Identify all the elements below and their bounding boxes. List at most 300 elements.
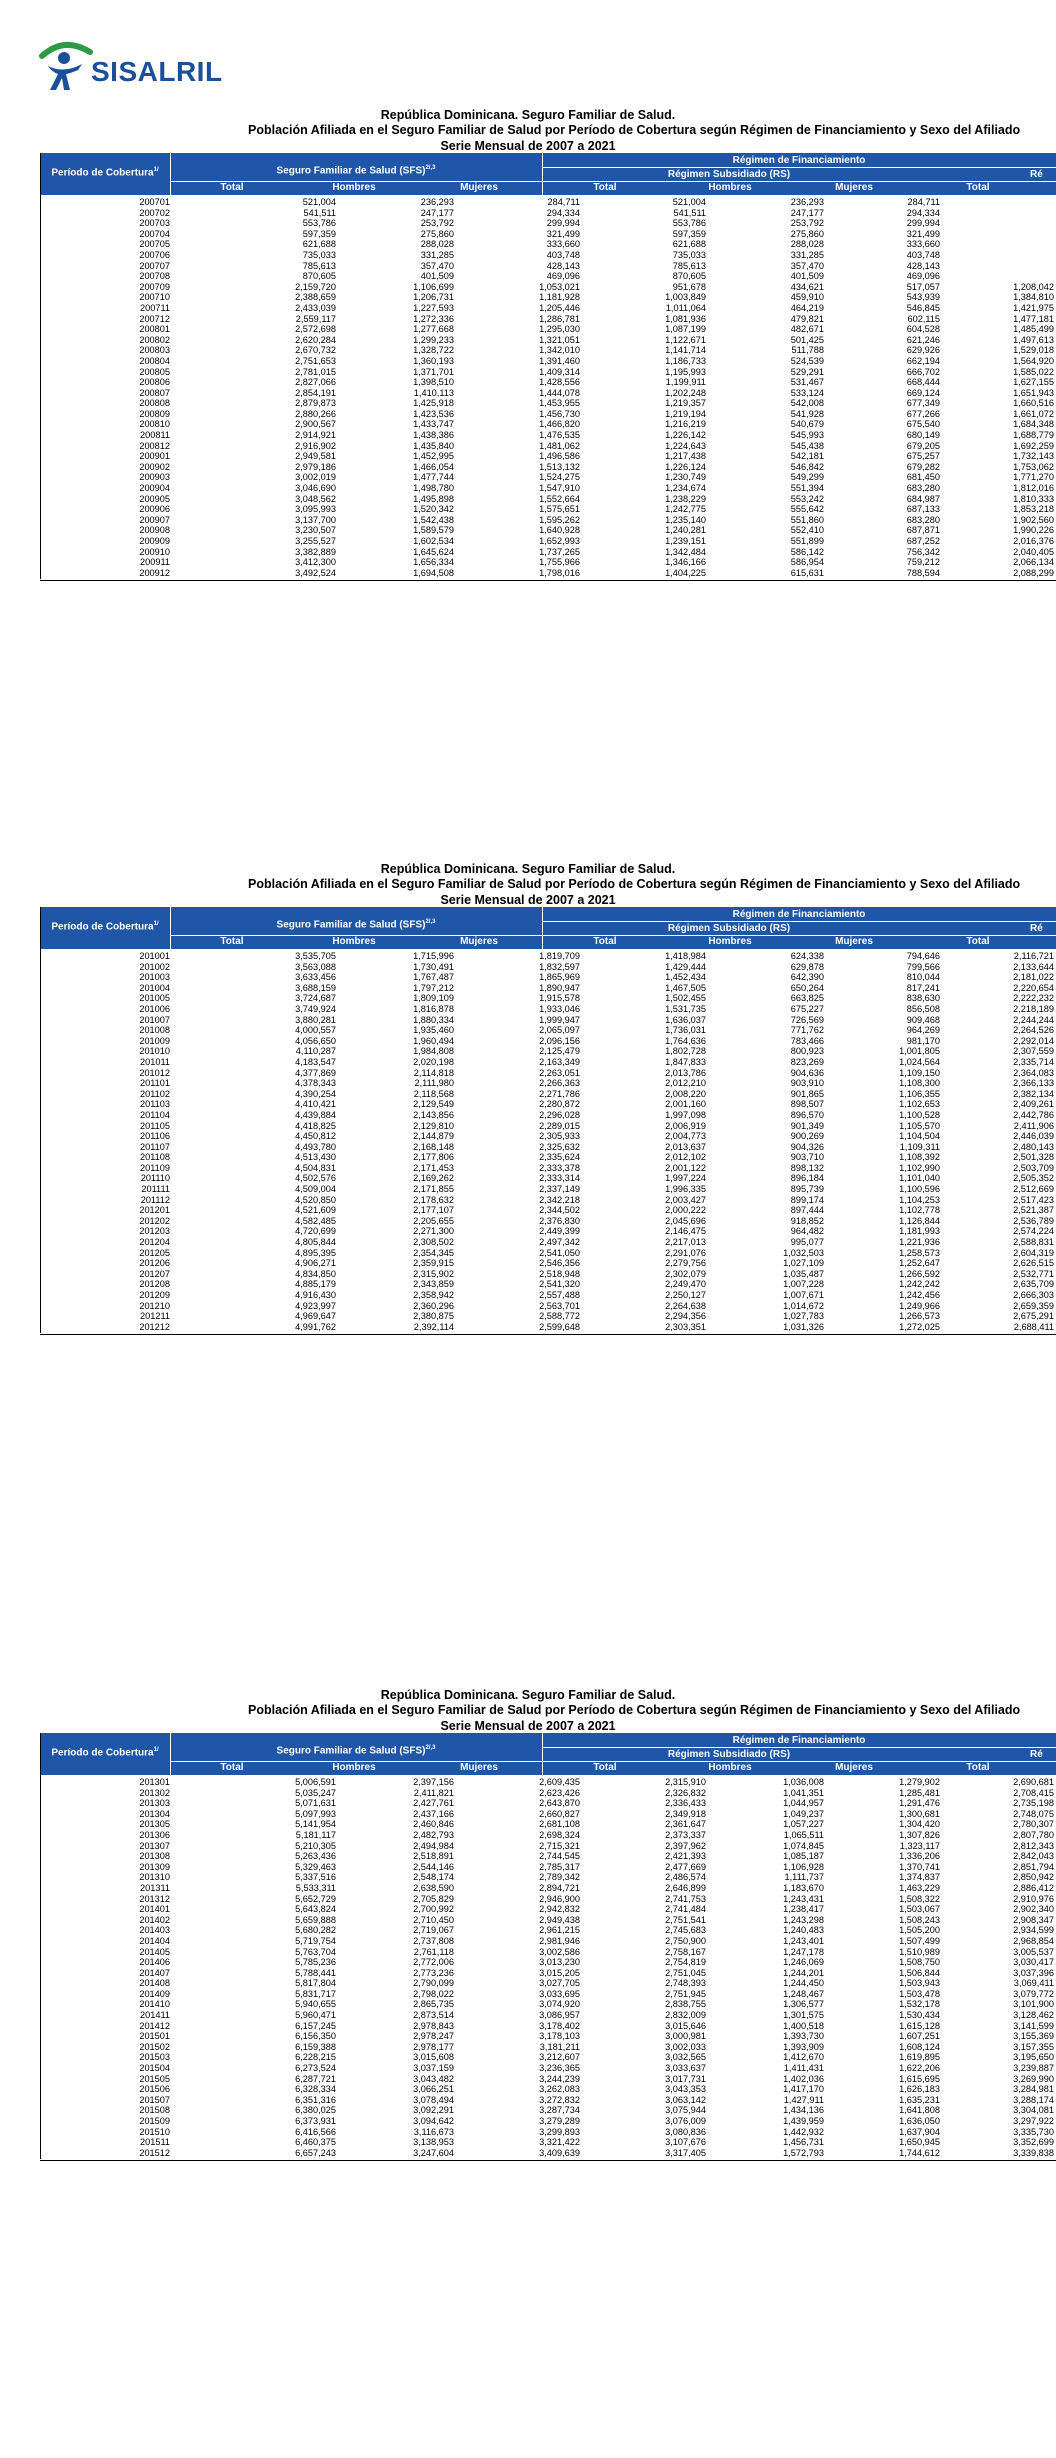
period-cell: 200902 bbox=[139, 461, 170, 472]
period-cell: 200806 bbox=[139, 377, 170, 388]
value-cell: 1,503,478 bbox=[899, 1988, 940, 1999]
value-cell: 1,996,335 bbox=[665, 1184, 706, 1195]
value-cell: 785,613 bbox=[672, 260, 706, 271]
period-cell: 201512 bbox=[139, 2147, 170, 2158]
value-cell: 2,169,262 bbox=[413, 1173, 454, 1184]
value-cell: 2,000,222 bbox=[665, 1205, 706, 1216]
value-cell: 2,719,067 bbox=[413, 1925, 454, 1936]
value-cell: 253,792 bbox=[420, 218, 454, 229]
value-cell: 1,206,731 bbox=[413, 292, 454, 303]
period-cell: 201102 bbox=[140, 1088, 170, 1099]
table-row bbox=[40, 1936, 1056, 1947]
value-cell: 4,410,421 bbox=[295, 1099, 336, 1110]
value-cell: 321,499 bbox=[546, 228, 580, 239]
col-header-periodo: Período de Cobertura$^{1/}$ bbox=[51, 167, 159, 179]
period-cell: 200711 bbox=[140, 302, 170, 313]
table-row bbox=[40, 261, 1056, 272]
value-cell: 3,043,353 bbox=[665, 2084, 706, 2095]
value-cell: 3,212,607 bbox=[539, 2052, 580, 2063]
period-cell: 201506 bbox=[139, 2084, 170, 2095]
value-cell: 1,053,021 bbox=[539, 281, 580, 292]
value-cell: 1,990,226 bbox=[1013, 525, 1054, 536]
value-cell: 331,285 bbox=[790, 249, 824, 260]
period-cell: 201011 bbox=[140, 1056, 170, 1067]
value-cell: 2,325,632 bbox=[539, 1141, 580, 1152]
value-cell: 2,449,399 bbox=[539, 1226, 580, 1237]
col-header-regimen: Régimen de Financiamiento bbox=[732, 1735, 866, 1746]
period-cell: 200906 bbox=[139, 504, 170, 515]
value-cell: 3,749,924 bbox=[295, 1003, 336, 1014]
value-cell: 4,521,609 bbox=[295, 1205, 336, 1216]
table-row bbox=[40, 2127, 1056, 2138]
value-cell: 624,338 bbox=[790, 951, 824, 961]
value-cell: 3,086,957 bbox=[539, 2010, 580, 2021]
value-cell: 2,218,189 bbox=[1013, 1003, 1054, 1014]
value-cell: 1,575,651 bbox=[539, 504, 580, 515]
col-header-rc: Ré bbox=[1030, 923, 1043, 934]
value-cell: 543,939 bbox=[906, 292, 940, 303]
value-cell: 1,371,701 bbox=[413, 366, 454, 377]
value-cell: 1,935,460 bbox=[413, 1025, 454, 1036]
table-row bbox=[40, 1004, 1056, 1015]
value-cell: 1,730,491 bbox=[413, 961, 454, 972]
value-cell: 794,646 bbox=[906, 951, 940, 961]
value-cell: 1,105,570 bbox=[899, 1120, 940, 1131]
value-cell: 1,360,193 bbox=[413, 355, 454, 366]
value-cell: 1,404,225 bbox=[665, 567, 706, 578]
col-header-rs-mujeres: Mujeres bbox=[835, 936, 873, 947]
value-cell: 1,645,624 bbox=[413, 546, 454, 557]
value-cell: 2,065,097 bbox=[539, 1025, 580, 1036]
col-header-hombres: Hombres bbox=[332, 1762, 376, 1773]
value-cell: 1,481,062 bbox=[539, 440, 580, 451]
table-row bbox=[40, 2148, 1056, 2159]
table-row bbox=[40, 388, 1056, 399]
table-row bbox=[40, 335, 1056, 346]
value-cell: 964,482 bbox=[790, 1226, 824, 1237]
period-cell: 201309 bbox=[139, 1861, 170, 1872]
value-cell: 1,370,741 bbox=[899, 1861, 940, 1872]
value-cell: 2,013,637 bbox=[665, 1141, 706, 1152]
value-cell: 2,264,526 bbox=[1013, 1025, 1054, 1036]
value-cell: 2,785,317 bbox=[539, 1861, 580, 1872]
table-row bbox=[40, 229, 1056, 240]
value-cell: 2,171,453 bbox=[413, 1162, 454, 1173]
value-cell: 2,842,043 bbox=[1013, 1851, 1054, 1862]
period-cell: 201106 bbox=[140, 1131, 170, 1142]
value-cell: 428,143 bbox=[906, 260, 940, 271]
table-row bbox=[40, 2105, 1056, 2116]
value-cell: 1,532,178 bbox=[899, 1999, 940, 2010]
table-header bbox=[40, 907, 1056, 949]
table-row bbox=[40, 409, 1056, 420]
table-row bbox=[40, 1110, 1056, 1121]
value-cell: 2,735,198 bbox=[1013, 1798, 1054, 1809]
value-cell: 4,056,650 bbox=[295, 1035, 336, 1046]
value-cell: 2,291,076 bbox=[665, 1247, 706, 1258]
period-cell: 200801 bbox=[139, 324, 170, 335]
table-row bbox=[40, 993, 1056, 1004]
value-cell: 1,417,170 bbox=[783, 2084, 824, 2095]
value-cell: 2,289,015 bbox=[539, 1120, 580, 1131]
value-cell: 3,095,993 bbox=[295, 504, 336, 515]
value-cell: 2,548,174 bbox=[413, 1872, 454, 1883]
value-cell: 3,339,838 bbox=[1013, 2147, 1054, 2158]
col-header-hombres: Hombres bbox=[332, 182, 376, 193]
value-cell: 1,442,932 bbox=[783, 2126, 824, 2137]
value-cell: 1,715,996 bbox=[413, 951, 454, 961]
table-row bbox=[40, 1025, 1056, 1036]
value-cell: 1,622,206 bbox=[899, 2063, 940, 2074]
value-cell: 3,116,673 bbox=[413, 2126, 454, 2137]
value-cell: 3,137,700 bbox=[295, 514, 336, 525]
table-row bbox=[40, 451, 1056, 462]
value-cell: 331,285 bbox=[420, 249, 454, 260]
value-cell: 785,613 bbox=[302, 260, 336, 271]
value-cell: 1,181,928 bbox=[539, 292, 580, 303]
value-cell: 4,390,254 bbox=[295, 1088, 336, 1099]
value-cell: 2,045,696 bbox=[665, 1215, 706, 1226]
value-cell: 3,335,730 bbox=[1013, 2126, 1054, 2137]
col-header-total: Total bbox=[220, 182, 244, 193]
period-cell: 201308 bbox=[139, 1851, 170, 1862]
value-cell: 401,509 bbox=[420, 271, 454, 282]
value-cell: 2,751,653 bbox=[295, 355, 336, 366]
value-cell: 675,227 bbox=[790, 1003, 824, 1014]
period-cell: 201002 bbox=[139, 961, 170, 972]
value-cell: 2,217,013 bbox=[665, 1237, 706, 1248]
value-cell: 1,497,613 bbox=[1013, 334, 1054, 345]
value-cell: 1,503,067 bbox=[899, 1904, 940, 1915]
table-row bbox=[40, 314, 1056, 325]
period-cell: 201112 bbox=[140, 1194, 170, 1205]
value-cell: 683,280 bbox=[906, 514, 940, 525]
value-cell: 541,511 bbox=[303, 207, 336, 218]
col-header-regimen: Régimen de Financiamiento bbox=[732, 909, 866, 920]
value-cell: 1,409,314 bbox=[539, 366, 580, 377]
period-cell: 201405 bbox=[139, 1946, 170, 1957]
value-cell: 668,444 bbox=[906, 377, 940, 388]
value-cell: 3,107,676 bbox=[665, 2137, 706, 2148]
value-cell: 2,001,122 bbox=[665, 1162, 706, 1173]
value-cell: 1,802,728 bbox=[665, 1046, 706, 1057]
value-cell: 4,439,884 bbox=[295, 1109, 336, 1120]
value-cell: 1,531,735 bbox=[665, 1003, 706, 1014]
value-cell: 4,885,179 bbox=[295, 1279, 336, 1290]
value-cell: 5,071,631 bbox=[295, 1798, 336, 1809]
value-cell: 1,272,336 bbox=[413, 313, 454, 324]
value-cell: 1,346,166 bbox=[665, 557, 706, 568]
value-cell: 1,412,670 bbox=[783, 2052, 824, 2063]
value-cell: 1,444,078 bbox=[539, 387, 580, 398]
value-cell: 675,540 bbox=[906, 419, 940, 430]
value-cell: 2,623,426 bbox=[539, 1787, 580, 1798]
value-cell: 2,532,771 bbox=[1013, 1268, 1054, 1279]
table-body bbox=[40, 197, 1056, 578]
value-cell: 1,466,820 bbox=[539, 419, 580, 430]
period-cell: 201110 bbox=[140, 1173, 170, 1184]
value-cell: 1,100,596 bbox=[899, 1184, 940, 1195]
value-cell: 428,143 bbox=[546, 260, 580, 271]
period-cell: 201009 bbox=[139, 1035, 170, 1046]
table-row bbox=[40, 2137, 1056, 2148]
value-cell: 2,910,976 bbox=[1013, 1893, 1054, 1904]
table-row bbox=[40, 208, 1056, 219]
value-cell: 3,297,922 bbox=[1013, 2116, 1054, 2126]
table-row bbox=[40, 1205, 1056, 1216]
value-cell: 521,004 bbox=[672, 197, 706, 207]
value-cell: 2,700,992 bbox=[413, 1904, 454, 1915]
value-cell: 1,495,898 bbox=[413, 493, 454, 504]
value-cell: 552,410 bbox=[790, 525, 824, 536]
period-cell: 200701 bbox=[139, 197, 170, 207]
value-cell: 2,914,921 bbox=[295, 430, 336, 441]
value-cell: 3,178,103 bbox=[539, 2031, 580, 2042]
period-cell: 201404 bbox=[139, 1935, 170, 1946]
value-cell: 1,240,483 bbox=[783, 1925, 824, 1936]
value-cell: 1,476,535 bbox=[539, 430, 580, 441]
table-header bbox=[40, 153, 1056, 195]
period-cell: 200905 bbox=[139, 493, 170, 504]
value-cell: 288,028 bbox=[790, 239, 824, 250]
value-cell: 5,210,305 bbox=[295, 1840, 336, 1851]
value-cell: 642,390 bbox=[790, 972, 824, 983]
value-cell: 3,092,291 bbox=[413, 2105, 454, 2116]
value-cell: 2,748,393 bbox=[665, 1978, 706, 1989]
value-cell: 1,102,778 bbox=[899, 1205, 940, 1216]
period-cell: 201510 bbox=[139, 2126, 170, 2137]
value-cell: 1,467,505 bbox=[665, 982, 706, 993]
value-cell: 1,656,334 bbox=[413, 557, 454, 568]
table-row bbox=[40, 504, 1056, 515]
value-cell: 2,335,624 bbox=[539, 1152, 580, 1163]
value-cell: 3,178,402 bbox=[539, 2020, 580, 2031]
table-row bbox=[40, 1301, 1056, 1312]
value-cell: 2,949,438 bbox=[539, 1914, 580, 1925]
value-cell: 2,512,669 bbox=[1013, 1184, 1054, 1195]
value-cell: 5,141,954 bbox=[295, 1819, 336, 1830]
value-cell: 1,100,528 bbox=[899, 1109, 940, 1120]
col-header-regimen: Régimen de Financiamiento bbox=[732, 155, 866, 166]
period-cell: 200704 bbox=[139, 228, 170, 239]
period-cell: 200908 bbox=[139, 525, 170, 536]
value-cell: 6,460,375 bbox=[295, 2137, 336, 2148]
value-cell: 629,878 bbox=[790, 961, 824, 972]
value-cell: 1,737,265 bbox=[539, 546, 580, 557]
table-row bbox=[40, 1894, 1056, 1905]
value-cell: 629,926 bbox=[906, 345, 940, 356]
value-cell: 553,786 bbox=[672, 218, 706, 229]
period-cell: 201501 bbox=[139, 2031, 170, 2042]
value-cell: 1,323,117 bbox=[899, 1840, 940, 1851]
period-cell: 201408 bbox=[139, 1978, 170, 1989]
value-cell: 1,694,508 bbox=[413, 567, 454, 578]
value-cell: 555,642 bbox=[790, 504, 824, 515]
value-cell: 810,044 bbox=[906, 972, 940, 983]
value-cell: 1,427,911 bbox=[783, 2094, 824, 2105]
value-cell: 2,827,066 bbox=[295, 377, 336, 388]
value-cell: 683,280 bbox=[906, 483, 940, 494]
col-header-rc: Ré bbox=[1030, 169, 1043, 180]
value-cell: 2,620,284 bbox=[295, 334, 336, 345]
value-cell: 1,463,229 bbox=[899, 1882, 940, 1893]
table-row bbox=[40, 2084, 1056, 2095]
value-cell: 2,249,470 bbox=[665, 1279, 706, 1290]
period-cell: 201304 bbox=[139, 1808, 170, 1819]
value-cell: 2,181,022 bbox=[1013, 972, 1054, 983]
report-title: República Dominicana. Seguro Familiar de Salud. bbox=[380, 1688, 676, 1702]
value-cell: 2,563,701 bbox=[539, 1300, 580, 1311]
value-cell: 2,125,479 bbox=[539, 1046, 580, 1057]
table-row bbox=[40, 239, 1056, 250]
value-cell: 2,635,709 bbox=[1013, 1279, 1054, 1290]
value-cell: 1,542,438 bbox=[413, 514, 454, 525]
value-cell: 1,087,199 bbox=[665, 324, 706, 335]
value-cell: 2,773,236 bbox=[413, 1967, 454, 1978]
value-cell: 4,000,557 bbox=[295, 1025, 336, 1036]
table-row bbox=[40, 983, 1056, 994]
value-cell: 951,678 bbox=[672, 281, 706, 292]
value-cell: 2,144,879 bbox=[413, 1131, 454, 1142]
value-cell: 2,008,220 bbox=[665, 1088, 706, 1099]
table-row bbox=[40, 1099, 1056, 1110]
table-row bbox=[40, 536, 1056, 547]
value-cell: 1,242,456 bbox=[899, 1290, 940, 1300]
value-cell: 479,821 bbox=[790, 313, 824, 324]
table-row bbox=[40, 568, 1056, 579]
table-row bbox=[40, 472, 1056, 483]
col-header-rs-hombres: Hombres bbox=[708, 936, 752, 947]
value-cell: 2,503,709 bbox=[1013, 1162, 1054, 1173]
value-cell: 2,812,343 bbox=[1013, 1840, 1054, 1851]
value-cell: 284,711 bbox=[547, 197, 580, 207]
report-series: Serie Mensual de 2007 a 2021 bbox=[440, 1719, 616, 1733]
col-header-rc-total: Total bbox=[966, 936, 990, 947]
table-row bbox=[40, 1121, 1056, 1132]
value-cell: 546,845 bbox=[906, 302, 940, 313]
table-left-border bbox=[40, 1733, 41, 2159]
table-row bbox=[40, 1798, 1056, 1809]
value-cell: 2,433,039 bbox=[295, 302, 336, 313]
value-cell: 1,109,150 bbox=[899, 1067, 940, 1078]
col-header-rs: Régimen Subsidiado (RS) bbox=[667, 1749, 791, 1760]
table-row bbox=[40, 525, 1056, 536]
value-cell: 553,242 bbox=[790, 493, 824, 504]
value-cell: 1,109,311 bbox=[899, 1141, 940, 1152]
value-cell: 4,509,004 bbox=[295, 1184, 336, 1195]
table-row bbox=[40, 2052, 1056, 2063]
value-cell: 5,097,993 bbox=[295, 1808, 336, 1819]
value-cell: 1,503,943 bbox=[899, 1978, 940, 1989]
value-cell: 2,715,321 bbox=[539, 1840, 580, 1851]
value-cell: 4,582,485 bbox=[295, 1215, 336, 1226]
value-cell: 726,569 bbox=[790, 1014, 824, 1025]
value-cell: 1,342,484 bbox=[665, 546, 706, 557]
value-cell: 2,159,720 bbox=[295, 281, 336, 292]
value-cell: 294,334 bbox=[906, 207, 940, 218]
col-header-rs-hombres: Hombres bbox=[708, 182, 752, 193]
value-cell: 3,181,211 bbox=[539, 2041, 580, 2052]
value-cell: 1,505,200 bbox=[899, 1925, 940, 1936]
period-cell: 201206 bbox=[139, 1258, 170, 1269]
value-cell: 2,544,146 bbox=[413, 1861, 454, 1872]
value-cell: 2,745,683 bbox=[665, 1925, 706, 1936]
value-cell: 1,552,664 bbox=[539, 493, 580, 504]
logo-mark-icon bbox=[38, 38, 98, 98]
period-cell: 201107 bbox=[140, 1141, 170, 1152]
period-cell: 201105 bbox=[140, 1120, 170, 1131]
value-cell: 1,238,229 bbox=[665, 493, 706, 504]
value-cell: 1,452,995 bbox=[413, 451, 454, 462]
table-row bbox=[40, 292, 1056, 303]
value-cell: 1,853,218 bbox=[1013, 504, 1054, 515]
value-cell: 3,094,642 bbox=[413, 2116, 454, 2126]
sisalril-logo bbox=[38, 38, 223, 96]
value-cell: 2,741,753 bbox=[665, 1893, 706, 1904]
value-cell: 1,246,069 bbox=[783, 1957, 824, 1968]
value-cell: 2,978,247 bbox=[413, 2031, 454, 2042]
value-cell: 2,114,818 bbox=[413, 1067, 454, 1078]
value-cell: 2,781,015 bbox=[295, 366, 336, 377]
value-cell: 1,421,975 bbox=[1013, 302, 1054, 313]
value-cell: 1,285,481 bbox=[899, 1787, 940, 1798]
value-cell: 1,607,251 bbox=[899, 2031, 940, 2042]
value-cell: 1,688,779 bbox=[1013, 430, 1054, 441]
table-row bbox=[40, 1216, 1056, 1227]
value-cell: 3,880,281 bbox=[295, 1014, 336, 1025]
table-row bbox=[40, 1163, 1056, 1174]
period-cell: 201205 bbox=[139, 1247, 170, 1258]
value-cell: 3,195,650 bbox=[1013, 2052, 1054, 2063]
value-cell: 2,343,859 bbox=[413, 1279, 454, 1290]
value-cell: 2,016,376 bbox=[1013, 536, 1054, 546]
value-cell: 5,181,117 bbox=[295, 1829, 336, 1840]
table-row bbox=[40, 962, 1056, 973]
value-cell: 3,074,920 bbox=[539, 1999, 580, 2010]
table-row bbox=[40, 1788, 1056, 1799]
value-cell: 897,444 bbox=[790, 1205, 824, 1216]
value-cell: 1,266,592 bbox=[899, 1268, 940, 1279]
value-cell: 2,737,808 bbox=[413, 1935, 454, 1946]
table-row bbox=[40, 1872, 1056, 1883]
value-cell: 1,520,342 bbox=[413, 504, 454, 515]
table-row bbox=[40, 1978, 1056, 1989]
value-cell: 2,505,352 bbox=[1013, 1173, 1054, 1184]
value-cell: 284,711 bbox=[907, 197, 940, 207]
period-cell: 201502 bbox=[139, 2041, 170, 2052]
value-cell: 1,661,072 bbox=[1013, 408, 1054, 419]
value-cell: 602,115 bbox=[907, 313, 940, 324]
value-cell: 4,916,430 bbox=[295, 1290, 336, 1300]
value-cell: 469,096 bbox=[906, 271, 940, 282]
value-cell: 1,508,243 bbox=[899, 1914, 940, 1925]
value-cell: 1,081,936 bbox=[665, 313, 706, 324]
value-cell: 4,513,430 bbox=[295, 1152, 336, 1163]
value-cell: 2,333,314 bbox=[539, 1173, 580, 1184]
value-cell: 4,520,850 bbox=[295, 1194, 336, 1205]
logo-wordmark: SISALRIL bbox=[91, 56, 223, 87]
value-cell: 5,763,704 bbox=[295, 1946, 336, 1957]
value-cell: 2,748,075 bbox=[1013, 1808, 1054, 1819]
value-cell: 2,908,347 bbox=[1013, 1914, 1054, 1925]
value-cell: 551,394 bbox=[790, 483, 824, 494]
value-cell: 299,994 bbox=[906, 218, 940, 229]
value-cell: 1,199,911 bbox=[665, 377, 706, 388]
value-cell: 1,865,969 bbox=[539, 972, 580, 983]
table-row bbox=[40, 462, 1056, 473]
period-cell: 201004 bbox=[139, 982, 170, 993]
value-cell: 1,234,674 bbox=[665, 483, 706, 494]
